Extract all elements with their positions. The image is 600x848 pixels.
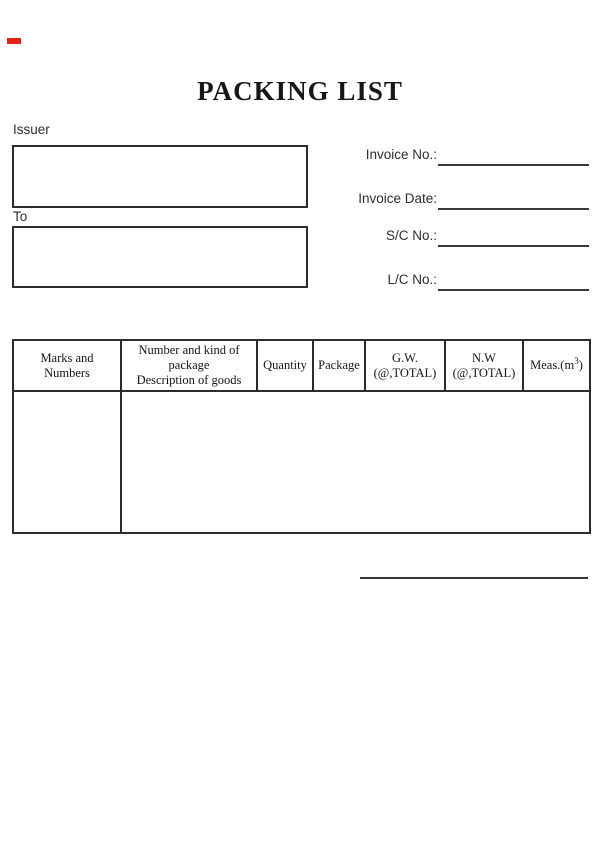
- col-header-marks-line: Marks and Numbers: [40, 350, 94, 380]
- lc-no-input-line[interactable]: [438, 289, 589, 291]
- col-header-package-desc-line1: Number and kind of: [138, 343, 240, 357]
- col-header-package-desc: [121, 340, 257, 391]
- field-sc-no: [340, 219, 589, 247]
- document-title: PACKING LIST: [197, 76, 403, 106]
- issuer-label: Issuer: [13, 122, 50, 137]
- col-header-marks: [13, 340, 121, 391]
- meas-superscript: 3: [574, 355, 579, 366]
- marks-body-cell[interactable]: [13, 391, 121, 533]
- to-box[interactable]: [12, 226, 308, 288]
- col-header-quantity-line: Quantity: [263, 358, 307, 372]
- invoice-no-input-line[interactable]: [438, 164, 589, 166]
- meas-prefix: Meas.(m: [530, 358, 575, 372]
- col-header-package-desc-line2: package: [168, 358, 210, 372]
- red-mark: [7, 38, 21, 44]
- packing-table: [12, 339, 591, 534]
- lc-no-label: L/C No.:: [387, 272, 437, 287]
- table-header-row: [13, 340, 590, 391]
- invoice-date-input-line[interactable]: [438, 208, 589, 210]
- invoice-no-label: Invoice No.:: [365, 147, 437, 162]
- table-body-row: [13, 391, 590, 533]
- col-header-gw: [365, 340, 445, 391]
- col-header-nw: [445, 340, 523, 391]
- field-invoice-no: [340, 138, 589, 166]
- col-header-meas: [523, 340, 590, 391]
- sc-no-input-line[interactable]: [438, 245, 589, 247]
- col-header-package-line: Package: [318, 358, 360, 372]
- col-header-gw-line1: G.W.: [392, 350, 418, 365]
- col-header-package-desc-line3: Description of goods: [136, 373, 242, 387]
- to-label: To: [13, 209, 28, 224]
- goods-body-cell[interactable]: [121, 391, 590, 533]
- issuer-box[interactable]: [12, 145, 308, 208]
- footer-total-line[interactable]: [360, 577, 588, 579]
- field-invoice-date: [340, 182, 589, 210]
- col-header-nw-line1: N.W: [472, 350, 496, 365]
- col-header-package: [313, 340, 365, 391]
- invoice-date-label: Invoice Date:: [358, 191, 437, 206]
- sc-no-label: S/C No.:: [385, 228, 437, 243]
- meas-suffix: ): [578, 358, 583, 372]
- col-header-quantity: [257, 340, 313, 391]
- field-lc-no: [340, 263, 589, 291]
- col-header-nw-line2: (@,TOTAL): [452, 365, 516, 380]
- col-header-gw-line2: (@,TOTAL): [373, 365, 437, 380]
